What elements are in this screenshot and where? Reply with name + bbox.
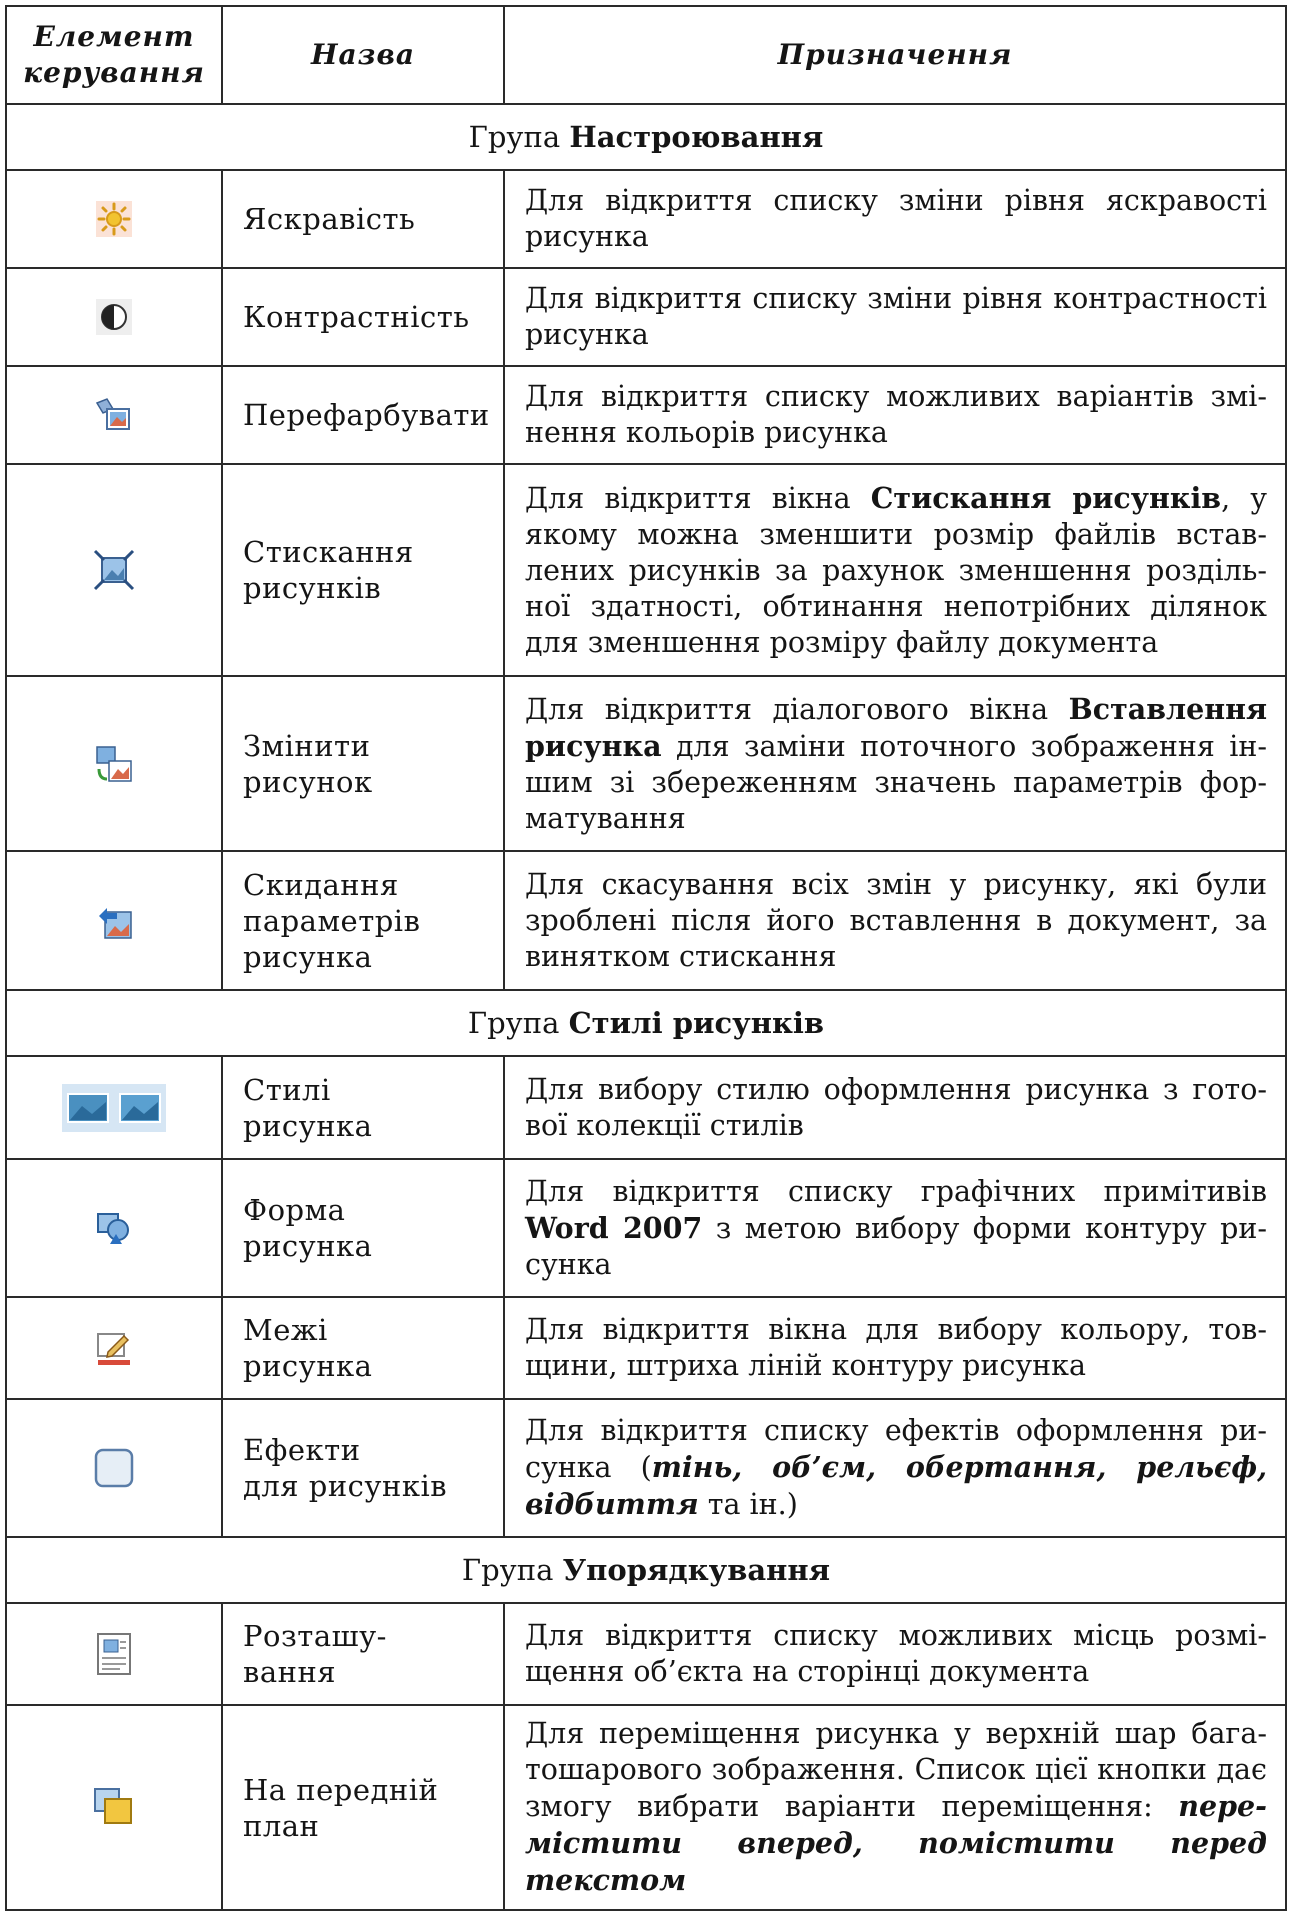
compress-pictures-icon[interactable] xyxy=(92,548,136,592)
group-title: Група Стилі рисунків xyxy=(6,990,1286,1056)
picture-styles-icon[interactable] xyxy=(62,1084,166,1132)
control-description: Для відкриття списку можливих місць розміщення об’єкта на сторінці документа xyxy=(504,1603,1286,1705)
control-name: Змінити рисунок xyxy=(222,676,504,851)
control-name: Яскравість xyxy=(222,170,504,268)
control-name: Розташу- вання xyxy=(222,1603,504,1705)
control-description: Для відкриття списку ефектів оформлення рисунка (тінь, об’єм, обертання, рельєф, відбиття та ін.) xyxy=(504,1399,1286,1537)
group-row-adjust xyxy=(6,104,1286,170)
control-name: Стилі рисунка xyxy=(222,1056,504,1159)
picture-shape-icon[interactable] xyxy=(94,1208,134,1248)
table-row xyxy=(6,1056,1286,1159)
control-description: Для відкриття списку графічних примітивів Word 2007 з метою вибору форми контуру рисунка xyxy=(504,1159,1286,1297)
table-row xyxy=(6,1159,1286,1297)
control-description: Для відкриття списку можливих варіантів змінення кольорів рисунка xyxy=(504,366,1286,464)
contrast-icon[interactable] xyxy=(94,297,134,337)
control-name: Ефекти для рисунків xyxy=(222,1399,504,1537)
control-name: Контрастність xyxy=(222,268,504,366)
control-description: Для переміщення рисунка у верхній шар багатошарового зображення. Список цієї кнопки дає змогу вибрати варіанти переміщення: перемістити вперед, помістити перед текстом xyxy=(504,1705,1286,1910)
control-name: Форма рисунка xyxy=(222,1159,504,1297)
control-description: Для відкриття вікна Стискання рисунків, у якому можна зменшити розмір файлів вставлених рисунків за рахунок зменшення роздільної здатності, обтинання непотрібних ділянок для зменшення розміру файлу документа xyxy=(504,464,1286,676)
control-name: Стискання рисунків xyxy=(222,464,504,676)
picture-border-icon[interactable] xyxy=(94,1328,134,1368)
control-name: Скидання параметрів рисунка xyxy=(222,851,504,990)
brightness-icon[interactable] xyxy=(94,199,134,239)
table-row xyxy=(6,1297,1286,1399)
table-row xyxy=(6,1399,1286,1537)
table-row xyxy=(6,464,1286,676)
header-name: Назва xyxy=(222,6,504,104)
group-title: Група Настроювання xyxy=(6,104,1286,170)
reset-picture-icon[interactable] xyxy=(93,900,135,942)
picture-effects-icon[interactable] xyxy=(91,1445,137,1491)
control-description: Для вибору стилю оформлення рисунка з готової колекції стилів xyxy=(504,1056,1286,1159)
header-row xyxy=(6,6,1286,104)
control-description: Для відкриття списку зміни рівня яскравості рисунка xyxy=(504,170,1286,268)
table-row xyxy=(6,1603,1286,1705)
bring-to-front-icon[interactable] xyxy=(91,1785,137,1831)
group-row-picture-styles xyxy=(6,990,1286,1056)
control-name: Межі рисунка xyxy=(222,1297,504,1399)
table-row xyxy=(6,851,1286,990)
table-row xyxy=(6,676,1286,851)
group-row-arrange xyxy=(6,1537,1286,1603)
position-icon[interactable] xyxy=(94,1632,134,1676)
control-name: На передній план xyxy=(222,1705,504,1910)
control-description: Для відкриття вікна для вибору кольору, товщини, штриха ліній контуру рисунка xyxy=(504,1297,1286,1399)
change-picture-icon[interactable] xyxy=(93,743,135,785)
table-row xyxy=(6,268,1286,366)
table-row xyxy=(6,366,1286,464)
control-description: Для відкриття діалогового вікна Вставлення рисунка для заміни поточного зображення іншим зі збереженням значень параметрів форматування xyxy=(504,676,1286,851)
header-purpose: Призначення xyxy=(504,6,1286,104)
control-description: Для скасування всіх змін у рисунку, які були зроблені після його вставлення в документ, за винятком стискання xyxy=(504,851,1286,990)
controls-table xyxy=(5,5,1287,1911)
table-row xyxy=(6,170,1286,268)
control-description: Для відкриття списку зміни рівня контрастності рисунка xyxy=(504,268,1286,366)
recolor-icon[interactable] xyxy=(93,395,135,435)
table-row xyxy=(6,1705,1286,1910)
header-control: Елемент керування xyxy=(6,6,222,104)
control-name: Перефарбувати xyxy=(222,366,504,464)
group-title: Група Упорядкування xyxy=(6,1537,1286,1603)
